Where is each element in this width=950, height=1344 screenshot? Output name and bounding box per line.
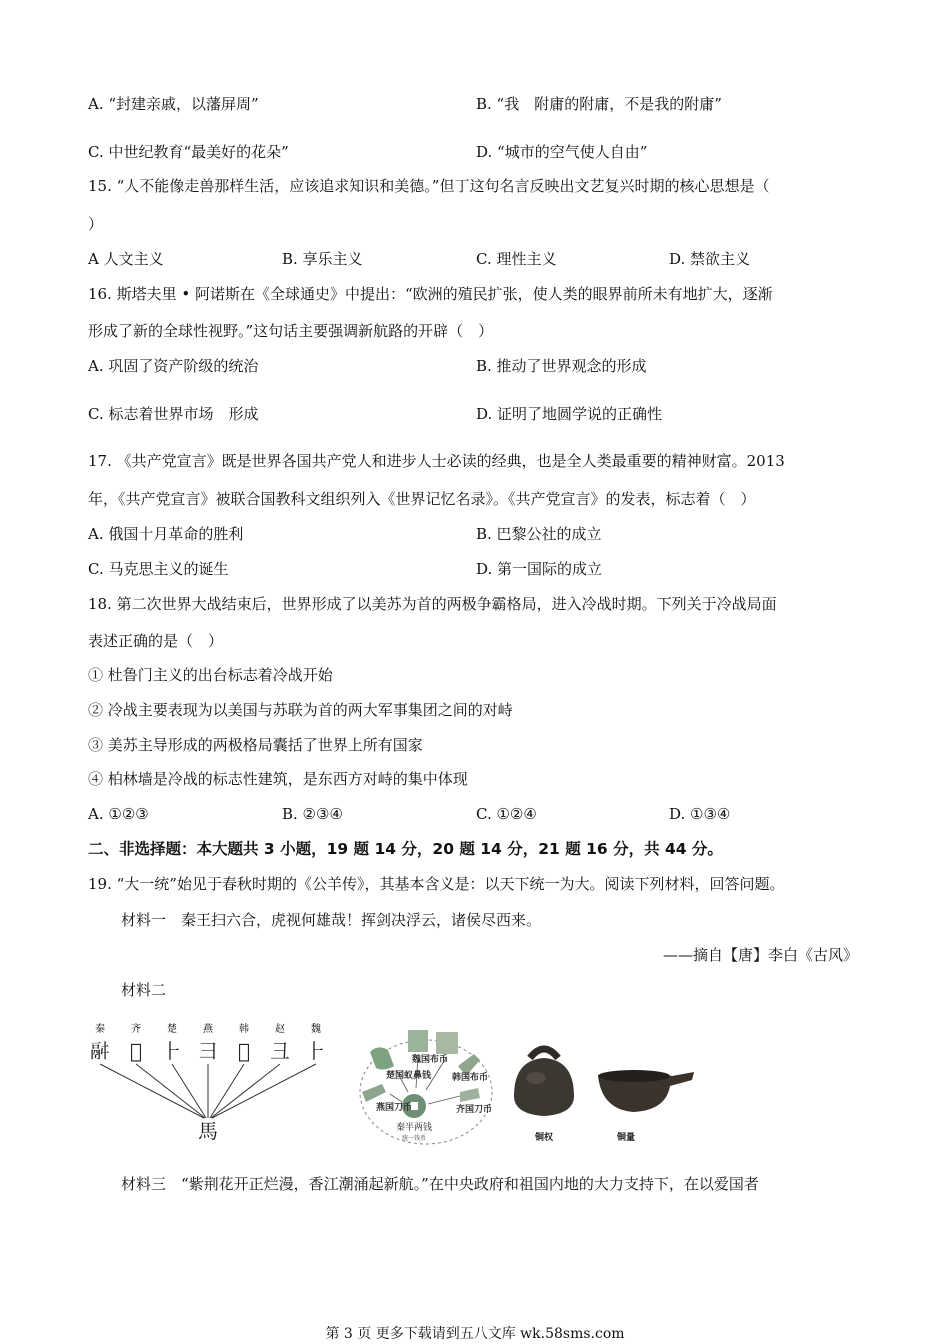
- coin-label: 魏国布币: [412, 1055, 449, 1065]
- coin-icon: [436, 1032, 458, 1054]
- q14-option-d: D. “城市的空气使人自由”: [476, 143, 648, 161]
- q17-option-d: D. 第一国际的成立: [476, 560, 603, 578]
- material-1-source: ——摘自【唐】李白《古风》: [662, 946, 858, 964]
- coin-label: 齐国刀币: [456, 1105, 493, 1115]
- state-glyph: 𩰫: [90, 1039, 110, 1063]
- q15-stem-cont: ）: [88, 215, 104, 233]
- state-label-han: 韩: [239, 1024, 249, 1035]
- measure-label: 铜量: [616, 1133, 636, 1143]
- q14-option-b: B. “我 附庸的附庸，不是我的附庸”: [476, 95, 722, 113]
- state-glyph: ⺊: [306, 1039, 326, 1063]
- state-glyph: ⺊: [162, 1039, 182, 1063]
- q15-option-b: B. 享乐主义: [282, 250, 363, 268]
- coin-icon: [370, 1047, 394, 1069]
- q18-stem: 18. 第二次世界大战结束后，世界形成了以美苏为首的两极争霸格局，进入冷战时期。下列关于冷战局面: [88, 595, 777, 613]
- state-glyph: ⼹: [270, 1039, 290, 1063]
- bronze-measure-figure: [592, 1058, 696, 1148]
- weight-label: 铜权: [534, 1133, 554, 1143]
- state-label-chu: 楚: [167, 1024, 177, 1035]
- coin-icon: [460, 1088, 480, 1102]
- q18-option-d: D. ①③④: [669, 805, 731, 823]
- q16-option-a: A. 巩固了资产阶级的统治: [88, 357, 259, 375]
- q17-option-b: B. 巴黎公社的成立: [476, 525, 602, 543]
- q16-stem: 16. 斯塔夫里 • 阿诺斯在《全球通史》中提出：“欧洲的殖民扩张，使人类的眼界前所未有地扩大，逐渐: [88, 285, 773, 303]
- q15-option-c: C. 理性主义: [476, 250, 557, 268]
- state-label-yan: 燕: [203, 1024, 213, 1035]
- coin-icon: [408, 1030, 428, 1052]
- q14-option-c: C. 中世纪教育“最美好的花朵”: [88, 143, 289, 161]
- q16-option-b: B. 推动了世界观念的形成: [476, 357, 647, 375]
- state-glyph: 𠂜: [129, 1039, 143, 1063]
- state-glyphs: [90, 1039, 326, 1063]
- q16-stem-cont: 形成了新的全球性视野。”这句话主要强调新航路的开辟（ ）: [88, 322, 494, 340]
- coin-label: 楚国蚁鼻钱: [386, 1071, 432, 1081]
- coin-icon: [362, 1084, 386, 1102]
- q15-option-d: D. 禁欲主义: [669, 250, 751, 268]
- q19-stem: 19. “大一统”始见于春秋时期的《公羊传》，其基本含义是：以天下统一为大。阅读下列材料，回答问题。: [88, 875, 785, 893]
- weight-handle-icon: [530, 1049, 558, 1058]
- q18-option-c: C. ①②④: [476, 805, 537, 823]
- coin-center-label: 秦半两钱: [395, 1123, 433, 1133]
- state-label-qi: 齐: [131, 1024, 141, 1035]
- q17-option-a: A. 俄国十月革命的胜利: [88, 525, 244, 543]
- material-2-label: 材料二: [121, 981, 167, 999]
- state-label-wei: 魏: [311, 1024, 321, 1035]
- state-labels: [95, 1022, 321, 1035]
- state-label-qin: 秦: [95, 1024, 105, 1035]
- q18-statement-4: ④ 柏林墙是冷战的标志性建筑，是东西方对峙的集中体现: [88, 770, 468, 788]
- state-glyph: ⺕: [198, 1039, 218, 1063]
- q17-option-c: C. 马克思主义的诞生: [88, 560, 229, 578]
- coin-label: 燕国刀币: [376, 1103, 413, 1113]
- bronze-weight-icon: [514, 1058, 574, 1116]
- q14-option-a: A. “封建亲戚，以藩屏周”: [88, 95, 259, 113]
- q18-option-a: A. ①②③: [88, 805, 149, 823]
- material-3: 材料三 “紫荆花开正烂漫，香江潮涌起新航。”在中央政府和祖国内地的大力支持下，在以爱国者: [121, 1175, 759, 1193]
- coin-label: 韩国布币: [452, 1073, 489, 1083]
- material-1: 材料一 秦王扫六合，虎视何雄哉！挥剑决浮云，诸侯尽西来。: [121, 911, 542, 929]
- state-glyph: 𠀉: [237, 1039, 251, 1063]
- q17-stem: 17. 《共产党宣言》既是世界各国共产党人和进步人士必读的经典，也是全人类最重要的精神财富。2013: [88, 452, 785, 470]
- state-label-zhao: 赵: [275, 1024, 285, 1035]
- bronze-weight-figure: [504, 1040, 584, 1148]
- section-heading: 二、非选择题：本大题共 3 小题，19 题 14 分，20 题 14 分，21 题 16 分，共 44 分。: [88, 840, 723, 858]
- script-unification-diagram: [86, 1018, 336, 1143]
- coin-unification-diagram: [356, 1022, 496, 1148]
- q18-statement-3: ③ 美苏主导形成的两极格局囊括了世界上所有国家: [88, 736, 423, 754]
- page-footer: 第 3 页 更多下载请到五八文库 wk.58sms.com: [325, 1326, 625, 1342]
- q18-statement-1: ① 杜鲁门主义的出台标志着冷战开始: [88, 666, 333, 684]
- q16-option-c: C. 标志着世界市场 形成: [88, 405, 259, 423]
- q18-statement-2: ② 冷战主要表现为以美国与苏联为首的两大军事集团之间的对峙: [88, 701, 513, 719]
- q15-stem: 15. “人不能像走兽那样生活，应该追求知识和美德。”但丁这句名言反映出文艺复兴时期的核心思想是（: [88, 177, 770, 195]
- convergence-lines: [100, 1064, 316, 1118]
- q15-option-a: A 人文主义: [88, 250, 164, 268]
- q17-stem-cont: 年，《共产党宣言》被联合国教科文组织列入《世界记忆名录》。《共产党宣言》的发表，标志着（ ）: [88, 490, 756, 508]
- unified-glyph: 馬: [198, 1119, 218, 1143]
- q16-option-d: D. 证明了地圆学说的正确性: [476, 405, 663, 423]
- coin-sub-label: 统一钱币: [401, 1135, 427, 1142]
- q18-stem-cont: 表述正确的是（ ）: [88, 632, 224, 650]
- q18-option-b: B. ②③④: [282, 805, 343, 823]
